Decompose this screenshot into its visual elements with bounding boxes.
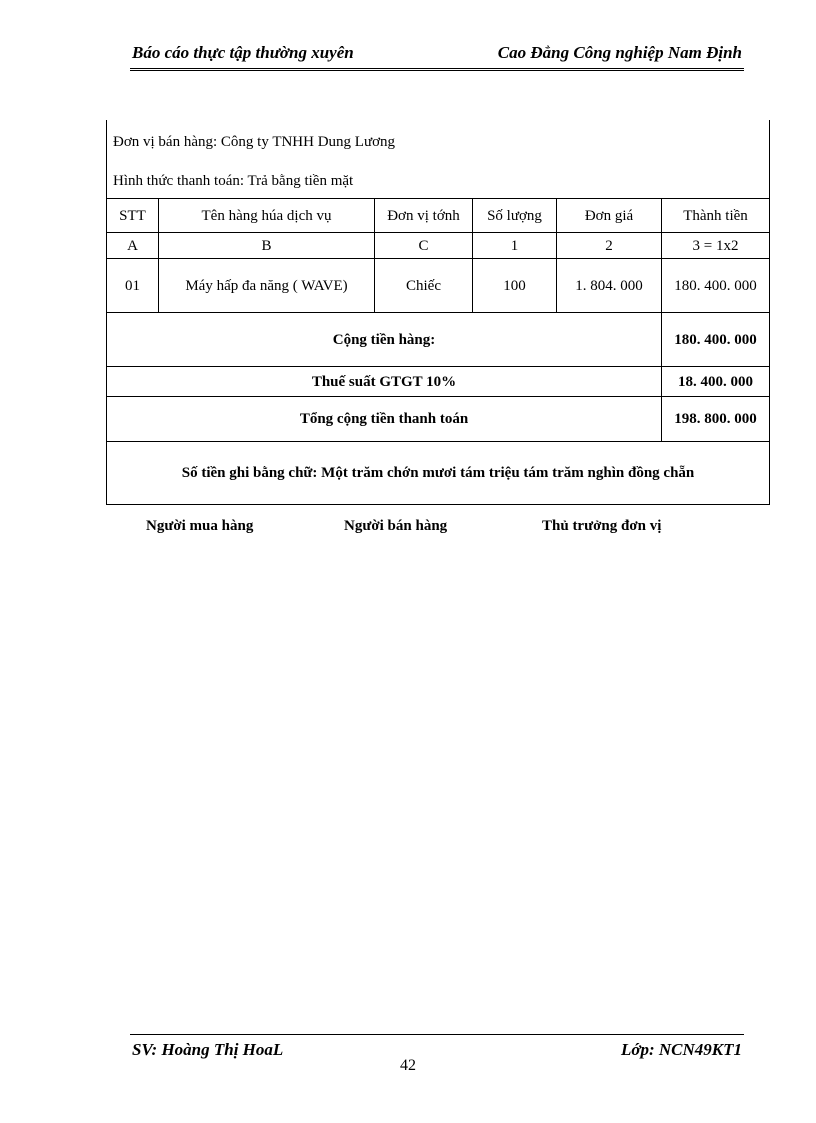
- column-code: 1: [473, 233, 557, 259]
- signature-head-of-unit: Thủ trưởng đơn vị: [542, 518, 662, 534]
- column-header: Tên hàng húa dịch vụ: [159, 199, 375, 233]
- subtotal-row: [107, 313, 770, 367]
- column-code: 3 = 1x2: [662, 233, 770, 259]
- total-label: Tổng cộng tiền thanh toán: [107, 397, 662, 442]
- invoice-info-row: [107, 120, 770, 199]
- subtotal-value: 180. 400. 000: [662, 313, 770, 367]
- invoice-table-wrapper: [106, 120, 769, 505]
- tax-row: [107, 367, 770, 397]
- footer-class: Lớp: NCN49KT1: [620, 1040, 742, 1059]
- total-value: 198. 800. 000: [662, 397, 770, 442]
- amount-in-words: Số tiền ghi bằng chữ: Một trăm chớn mươi tám triệu tám trăm nghìn đồng chẵn: [107, 442, 770, 505]
- header-school-name: Cao Đẳng Công nghiệp Nam Định: [497, 43, 742, 62]
- column-header: STT: [107, 199, 159, 233]
- column-code: C: [375, 233, 473, 259]
- column-code: A: [107, 233, 159, 259]
- item-unit-price: 1. 804. 000: [557, 259, 662, 313]
- header-report-title: Báo cáo thực tập thường xuyên: [132, 43, 354, 62]
- total-row: [107, 397, 770, 442]
- column-header: Đơn vị tớnh: [375, 199, 473, 233]
- invoice-table: [106, 120, 770, 505]
- item-unit: Chiếc: [375, 259, 473, 313]
- column-header: Thành tiền: [662, 199, 770, 233]
- item-quantity: 100: [473, 259, 557, 313]
- column-code: B: [159, 233, 375, 259]
- column-header: Đơn giá: [557, 199, 662, 233]
- footer-student-name: SV: Hoàng Thị HoaL: [132, 1040, 284, 1059]
- item-name: Máy hấp đa năng ( WAVE): [159, 259, 375, 313]
- tax-value: 18. 400. 000: [662, 367, 770, 397]
- column-code: 2: [557, 233, 662, 259]
- signature-seller: Người bán hàng: [344, 518, 448, 534]
- signature-buyer: Người mua hàng: [146, 518, 254, 534]
- invoice-info-cell: [107, 120, 770, 199]
- item-amount: 180. 400. 000: [662, 259, 770, 313]
- amount-in-words-row: [107, 442, 770, 505]
- tax-label: Thuế suất GTGT 10%: [107, 367, 662, 397]
- table-header-row: [107, 199, 770, 233]
- subtotal-label: Cộng tiền hàng:: [107, 313, 662, 367]
- seller-line: Đơn vị bán hàng: Công ty TNHH Dung Lương: [113, 134, 396, 150]
- column-header: Số lượng: [473, 199, 557, 233]
- page-number: 42: [400, 1057, 416, 1074]
- payment-method-line: Hình thức thanh toán: Trả bằng tiền mặt: [113, 173, 354, 189]
- page-header: [130, 40, 744, 71]
- column-code-row: [107, 233, 770, 259]
- item-stt: 01: [107, 259, 159, 313]
- table-row: [107, 259, 770, 313]
